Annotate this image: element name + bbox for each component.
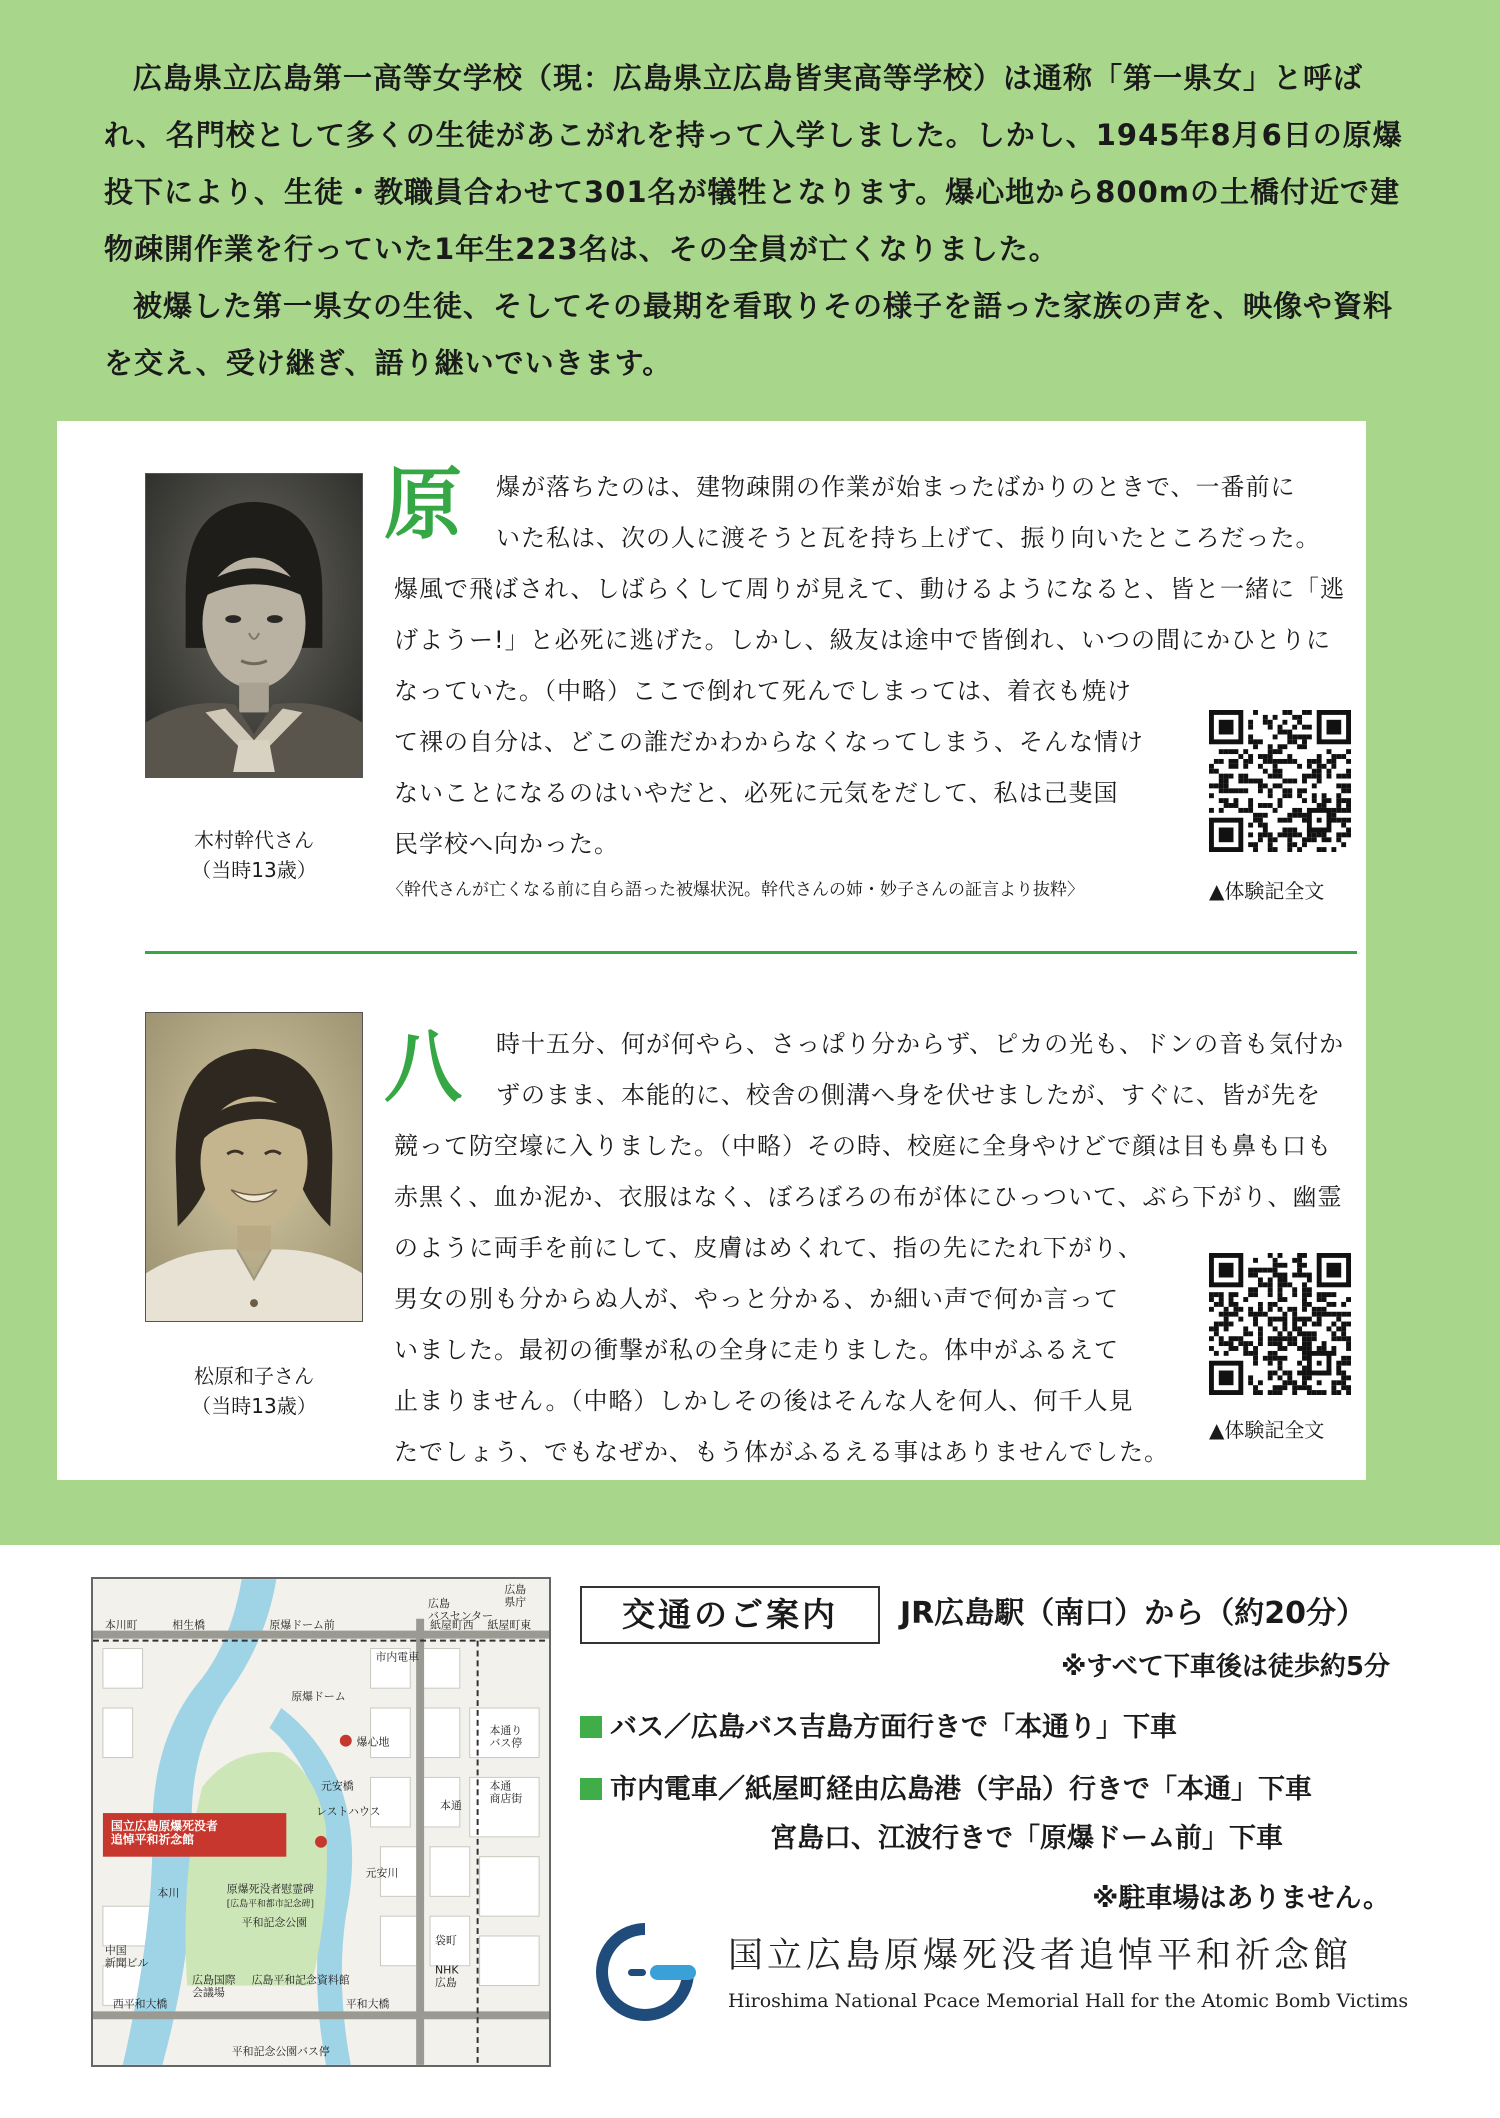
org-name-jp: 国立広島原爆死没者追悼平和祈念館 <box>728 1936 1353 1976</box>
caption-kimura <box>145 825 363 885</box>
map-hall-label: 国立広島原爆死没者追悼平和祈念館 <box>110 1818 218 1847</box>
map-label: 元安橋 <box>321 1779 354 1793</box>
qr-code-1[interactable] <box>1209 710 1351 852</box>
story-line: 止まりません。（中略）しかしその後はそんな人を何人、何千人見 <box>394 1387 1134 1415</box>
map-label: [広島平和都市記念碑] <box>226 1899 314 1910</box>
qr-label-1[interactable]: ▲体験記全文 <box>1209 879 1325 903</box>
bullet-square-icon <box>580 1716 602 1738</box>
map-label: 平和大橋 <box>345 1997 390 2011</box>
story-line: たでしょう、でもなぜか、もう体がふるえる事はありませんでした。 <box>394 1438 1169 1466</box>
story-line: 爆風で飛ばされ、しばらくして周りが見えて、動けるようになると、皆と一緒に「逃 <box>394 575 1345 603</box>
portrait-kimura-photo <box>145 473 363 778</box>
intro-paragraph-2: 被爆した第一県女の生徒、そしてその最期を看取りその様子を語った家族の声を、映像や資料を交え、受け継ぎ、語り継いでいきます。 <box>104 289 1394 380</box>
org-name-en: Hiroshima National Pcace Memorial Hall for the Atomic Bomb Victims <box>728 1990 1409 2012</box>
transit-title: 交通のご案内 <box>580 1586 880 1644</box>
map-label: 広島国際会議場 <box>192 1973 236 2000</box>
map-label: 広島バスセンター <box>428 1596 493 1623</box>
testimony-card <box>57 421 1366 1480</box>
transit-from: JR広島駅（南口）から（約20分） <box>900 1596 1367 1631</box>
map-label: 本通商店街 <box>489 1779 523 1805</box>
map-label: NHK 広島 <box>435 1963 459 1990</box>
transit-walk-note: ※すべて下車後は徒歩約5分 <box>1061 1652 1390 1682</box>
map-label: 市内電車 <box>375 1650 420 1664</box>
intro-paragraph-1: 広島県立広島第一高等女学校（現：広島県立広島皆実高等学校）は通称「第一県女」と呼ばれ、名門校として多くの生徒があこがれを持って入学しました。しかし、1945年8月6日の原爆投下により、生徒・教職員合わせて301名が犠牲となります。爆心地から800mの土橋付近で建物疎開作業を行っていた1年生223名は、その全員が亡くなりました。 <box>104 61 1403 266</box>
map-label: 爆心地 <box>356 1735 390 1749</box>
dropcap-2: 八 <box>384 1022 463 1113</box>
story-line: いました。最初の衝撃が私の全身に走りました。体中がふるえて <box>394 1336 1119 1364</box>
story-line: 爆が落ちたのは、建物疎開の作業が始まったばかりのときで、一番前に <box>496 473 1296 501</box>
qr-code-icon <box>1209 710 1351 852</box>
story-line: 赤黒く、血か泥か、衣服はなく、ぼろぼろの布が体にひっついて、ぶら下がり、幽霊 <box>394 1183 1343 1211</box>
testimony-text-2 <box>394 1019 1394 1478</box>
map-label: 紙屋町東 <box>487 1618 532 1632</box>
source-note: 〈幹代さんが亡くなる前に自ら語った被爆状況。幹代さんの姉・妙子さんの証言より抜粋〉 <box>387 880 1084 900</box>
map-label: 原爆ドーム前 <box>269 1618 335 1632</box>
map-label: レストハウス <box>316 1805 381 1819</box>
person-name: 木村幹代さん <box>194 828 314 852</box>
story-line: なっていた。（中略）ここで倒れて死んでしまっては、着衣も焼け <box>394 677 1132 705</box>
parking-note: ※駐車場はありません。 <box>1092 1883 1390 1914</box>
map-label: 西平和大橋 <box>112 1997 168 2011</box>
story-line: ずのまま、本能的に、校舎の側溝へ身を伏せましたが、すぐに、皆が先を <box>496 1081 1321 1109</box>
dropcap-1: 原 <box>384 459 463 550</box>
story-line: て裸の自分は、どこの誰だかわからなくなってしまう、そんな情け <box>394 728 1144 756</box>
map-label: 袋町 <box>435 1933 457 1947</box>
hall-logo-icon <box>590 1917 700 2027</box>
qr-code-2[interactable] <box>1209 1253 1351 1395</box>
map-label: 紙屋町西 <box>430 1618 474 1632</box>
route-tram <box>580 1767 1312 1806</box>
qr-code-icon <box>1209 1253 1351 1395</box>
story-line: ないことになるのはいやだと、必死に元気をだして、私は己斐国 <box>394 779 1119 807</box>
intro-text <box>104 50 1410 392</box>
map-label: 平和記念公園バス停 <box>231 2044 330 2058</box>
route-bus-text: バス／広島バス吉島方面行きで「本通り」下車 <box>610 1712 1177 1743</box>
person-age: （当時13歳） <box>191 1394 317 1418</box>
map-label: 本川町 <box>104 1618 138 1632</box>
story-line: 競って防空壕に入りました。（中略）その時、校庭に全身やけどで顔は目も鼻も口も <box>394 1132 1332 1160</box>
map-label: 平和記念公園 <box>241 1916 308 1930</box>
map-label: 原爆ドーム <box>291 1690 346 1704</box>
route-bus <box>580 1705 1177 1744</box>
map-label: 中国新聞ビル <box>104 1943 149 1970</box>
route-tram-text: 市内電車／紙屋町経由広島港（宇品）行きで「本通」下車 <box>610 1774 1312 1805</box>
story-line: げようー!」と必死に逃げた。しかし、級友は途中で皆倒れ、いつの間にかひとりに <box>394 626 1332 654</box>
map-label: 相生橋 <box>172 1618 205 1632</box>
map-label: 本通りバス停 <box>489 1723 523 1750</box>
person-name: 松原和子さん <box>194 1364 314 1388</box>
map-label: 広島平和記念資料館 <box>251 1973 350 1987</box>
map-label: 元安川 <box>365 1866 399 1880</box>
map-label: 原爆死没者慰霊碑 <box>226 1882 314 1896</box>
caption-matsubara <box>145 1361 363 1421</box>
bullet-square-icon <box>580 1778 602 1800</box>
map-label: 本通 <box>439 1799 462 1813</box>
route-tram-2: 宮島口、江波行きで「原爆ドーム前」下車 <box>770 1823 1283 1854</box>
story-line: 男女の別も分からぬ人が、やっと分かる、か細い声で何か言って <box>394 1285 1119 1313</box>
portrait-matsubara-photo <box>145 1012 363 1322</box>
story-line: 民学校へ向かった。 <box>394 830 619 858</box>
section-divider <box>145 951 1357 954</box>
map-label: 本川 <box>157 1886 180 1900</box>
person-age: （当時13歳） <box>191 858 317 882</box>
qr-label-2[interactable]: ▲体験記全文 <box>1209 1418 1325 1442</box>
story-line: のように両手を前にして、皮膚はめくれて、指の先にたれ下がり、 <box>394 1234 1144 1262</box>
access-map <box>91 1577 551 2067</box>
story-line: 時十五分、何が何やら、さっぱり分からず、ピカの光も、ドンの音も気付か <box>496 1030 1345 1058</box>
story-line: いた私は、次の人に渡そうと瓦を持ち上げて、振り向いたところだった。 <box>496 524 1321 552</box>
map-label: 広島県庁 <box>504 1583 527 1609</box>
